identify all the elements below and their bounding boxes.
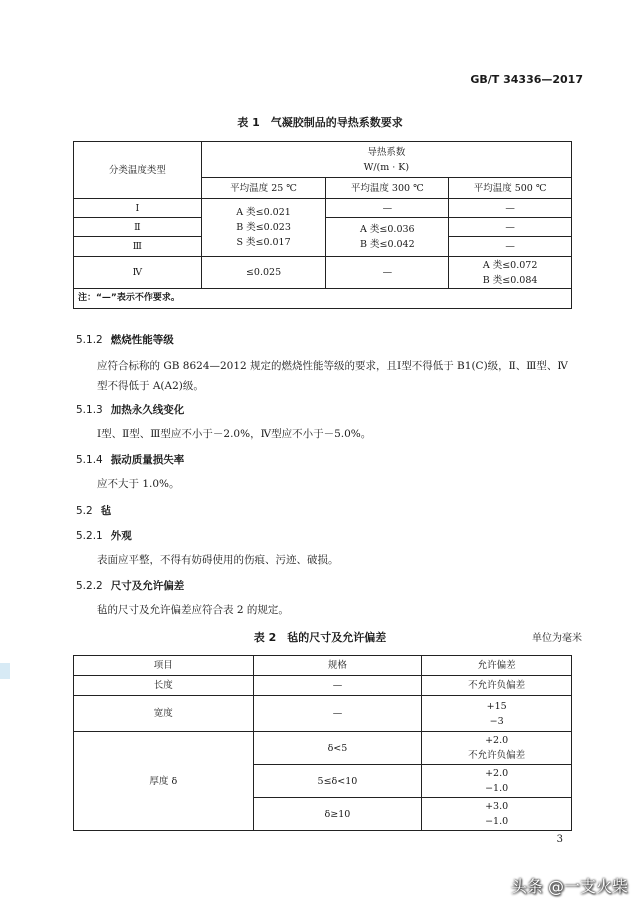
width-item: 宽度: [74, 696, 254, 732]
col-spec-header: 规格: [253, 656, 422, 676]
table1-note: 注：“—”表示不作要求。: [74, 289, 572, 309]
col-t300-header: 平均温度 300 ℃: [326, 178, 449, 199]
page-number: 3: [556, 834, 563, 845]
width-tolerance-minus: −3: [489, 715, 504, 727]
section-5-1-3-heading: [76, 402, 184, 417]
r3-t500-value: —: [449, 237, 572, 257]
r1-t300-value: —: [326, 199, 449, 218]
section-number: 5.2: [76, 505, 93, 517]
section-5-2-heading: [76, 503, 111, 518]
thickness-r1-tolerance: [422, 732, 572, 765]
table2-unit: 单位为毫米: [532, 633, 582, 644]
col-conductivity-header: [201, 142, 571, 178]
r23-t300-a-value: A 类≤0.036: [360, 224, 415, 235]
felt-dimensions-table: [73, 655, 572, 831]
col-t500-header: 平均温度 500 ℃: [449, 178, 572, 199]
length-item: 长度: [74, 676, 254, 696]
r4-t500-b-value: B 类≤0.084: [482, 274, 538, 286]
t25-class-values: [201, 199, 326, 257]
thickness-item: 厚度 δ: [74, 732, 254, 831]
r23-t300-b-value: B 类≤0.042: [359, 239, 415, 250]
col-t25-header: 平均温度 25 ℃: [201, 178, 326, 199]
section-5-1-4-body: 应不大于 1.0%。: [97, 478, 180, 490]
thickness-r3-plus: +3.0: [485, 801, 509, 812]
section-title: 外观: [110, 530, 132, 542]
width-spec: —: [253, 696, 422, 732]
thickness-r1-plus: +2.0: [485, 735, 509, 746]
r4-t25-value: ≤0.025: [201, 257, 326, 289]
row-label-iv: Ⅳ: [74, 257, 202, 289]
width-tolerance: [422, 696, 572, 732]
table1-title: 表 1 气凝胶制品的导热系数要求: [237, 116, 403, 129]
section-5-1-2-body: 应符合标称的 GB 8624—2012 规定的燃烧性能等级的要求，且Ⅰ型不得低于 B1(C)级，Ⅱ、Ⅲ型、Ⅳ型不得低于 A(A2)级。: [97, 360, 568, 392]
section-5-1-4-heading: [76, 452, 184, 467]
r1-t500-value: —: [449, 199, 572, 218]
row-label-i: Ⅰ: [74, 199, 202, 218]
length-spec: —: [253, 676, 422, 696]
section-number: 5.2.2: [76, 580, 103, 592]
section-title: 尺寸及允许偏差: [110, 580, 185, 592]
section-number: 5.1.4: [76, 454, 103, 466]
thickness-r3-spec: δ≥10: [253, 798, 422, 831]
table2-title: 表 2 毡的尺寸及允许偏差: [253, 631, 387, 644]
section-5-2-1-body: 表面应平整，不得有妨碍使用的伤痕、污迹、破损。: [97, 554, 339, 566]
thickness-r2-plus: +2.0: [485, 768, 509, 779]
length-tolerance: 不允许负偏差: [422, 676, 572, 696]
thickness-r2-tolerance: [422, 765, 572, 798]
section-number: 5.1.2: [76, 334, 103, 346]
t25-b-value: B 类≤0.023: [236, 222, 291, 233]
t25-s-value: S 类≤0.017: [236, 237, 291, 248]
r2-t500-value: —: [449, 218, 572, 237]
r4-t500-values: [449, 257, 572, 289]
thickness-r3-minus: −1.0: [485, 816, 509, 827]
row-label-iii: Ⅲ: [74, 237, 202, 257]
conductivity-label: 导热系数: [367, 146, 406, 158]
section-5-2-1-heading: [76, 528, 132, 543]
section-5-1-2-heading: [76, 332, 174, 347]
thickness-r1-minus: 不允许负偏差: [468, 750, 526, 761]
section-title: 燃烧性能等级: [110, 334, 174, 346]
col-tolerance-header: 允许偏差: [422, 656, 572, 676]
t25-a-value: A 类≤0.021: [236, 207, 291, 218]
row-label-ii: Ⅱ: [74, 218, 202, 237]
r23-t300-values: [326, 218, 449, 257]
thermal-conductivity-table: [73, 141, 572, 309]
watermark: 头条 @一支火柴: [510, 877, 628, 896]
section-5-2-2-body: 毡的尺寸及允许偏差应符合表 2 的规定。: [97, 604, 289, 616]
thickness-r3-tolerance: [422, 798, 572, 831]
r4-t500-a-value: A 类≤0.072: [482, 259, 538, 271]
section-title: 加热永久线变化: [110, 404, 185, 416]
col-category-header: 分类温度类型: [74, 142, 202, 199]
width-tolerance-plus: +15: [486, 700, 507, 712]
thickness-r2-spec: 5≤δ<10: [253, 765, 422, 798]
r4-t300-value: —: [326, 257, 449, 289]
section-5-1-3-body: Ⅰ型、Ⅱ型、Ⅲ型应不小于－2.0%，Ⅳ型应不小于－5.0%。: [97, 428, 372, 440]
standard-number: GB/T 34336—2017: [470, 73, 583, 86]
section-5-2-2-heading: [76, 578, 184, 593]
edge-mark: [0, 663, 10, 679]
section-title: 振动质量损失率: [110, 454, 185, 466]
section-number: 5.2.1: [76, 530, 103, 542]
conductivity-unit: W/(m · K): [363, 161, 410, 173]
section-title: 毡: [100, 505, 112, 517]
thickness-r1-spec: δ<5: [253, 732, 422, 765]
section-number: 5.1.3: [76, 404, 103, 416]
col-item-header: 项目: [74, 656, 254, 676]
thickness-r2-minus: −1.0: [485, 783, 509, 794]
